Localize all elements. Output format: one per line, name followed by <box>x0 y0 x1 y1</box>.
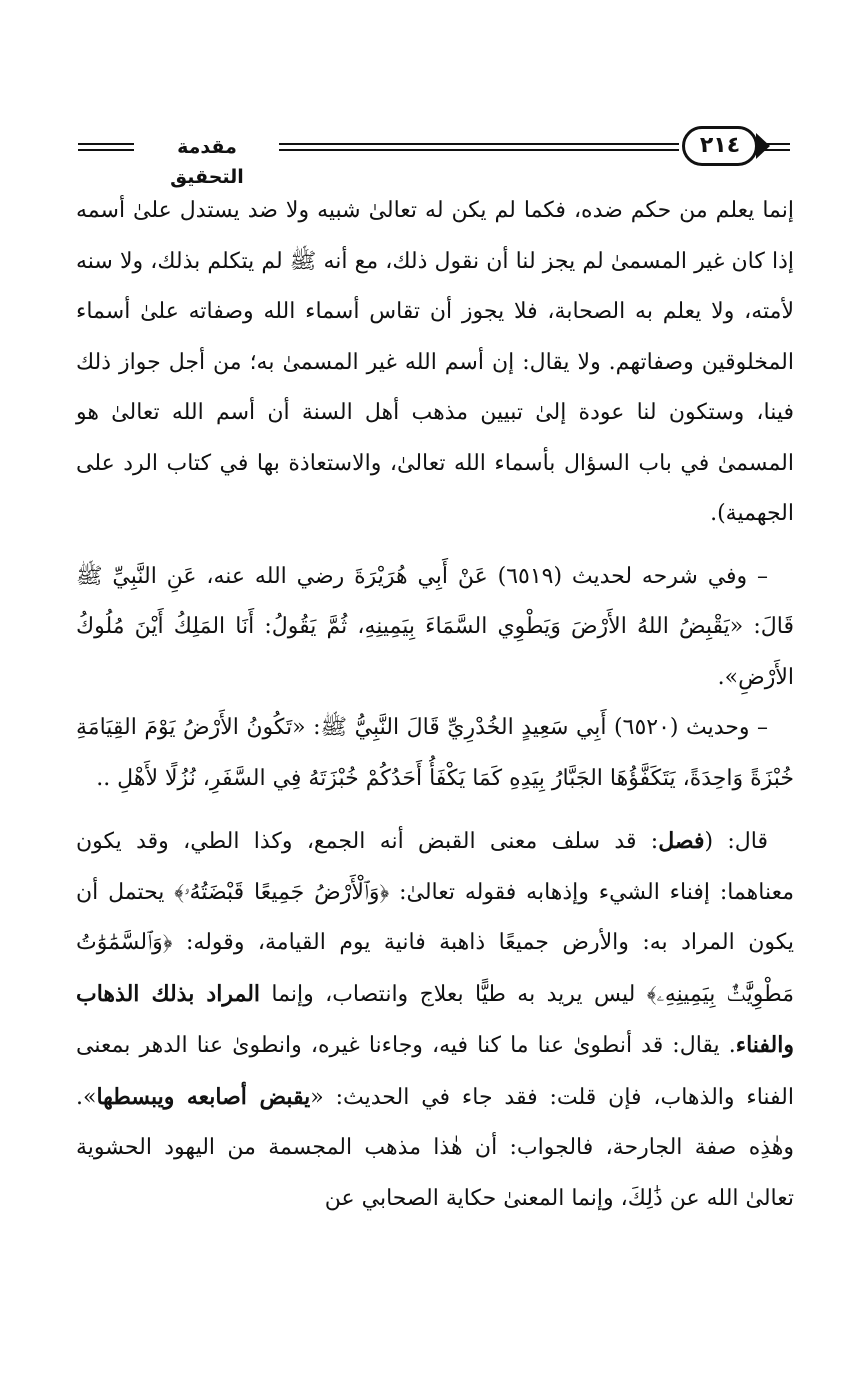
hadith-text: أَبِي سَعِيدٍ الخُدْرِيِّ قَالَ النَّبِيُّ ﷺ: «تَكُونُ الأَرْضُ يَوْمَ القِيَامَةِ خُبْزَةً وَاحِدَةً، يَتَكَفَّؤُهَا الجَبَّارُ بِيَدِهِ كَمَا يَكْفَأُ أَحَدُكُمْ خُبْزَتَهُ فِي السَّفَرِ، نُزُلًا لأَهْلِ .. <box>76 715 794 791</box>
text-segment: : قد سلف معنى القبض أنه الجمع، وكذا الطي، وقد يكون معناهما: إفناء الشيء وإذهابه فقوله تعالىٰ: <box>76 829 794 905</box>
hadith-text: عَنْ أَبِي هُرَيْرَةَ <box>354 563 488 589</box>
bold-phrase: فصل <box>658 828 705 854</box>
text-segment: قال: ( <box>704 829 768 854</box>
header-double-rule-middle <box>279 143 679 151</box>
text-segment: يحتمل أن يكون المراد به: والأرض جميعًا ذاهبة فانية يوم القيامة، وقوله: <box>76 879 794 955</box>
bold-phrase: المراد بذلك الذهاب والفناء <box>76 980 794 1058</box>
text-segment: – وحديث (٦٥٢٠) <box>606 715 768 740</box>
quran-verse: ﴿وَٱلسَّمَٰوَٰتُ مَطْوِيَّٰتٌۢ بِيَمِينِهِۦ﴾ <box>76 930 794 1007</box>
body-text <box>76 186 794 1224</box>
text-segment: رضي الله عنه، <box>196 563 355 589</box>
quran-verse: ﴿وَٱلْأَرْضُ جَمِيعًا قَبْضَتُهُۥ﴾ <box>174 879 390 905</box>
paragraph <box>76 703 794 804</box>
page-number: ٢١٤ <box>682 126 758 166</box>
page-header <box>78 122 790 188</box>
section-title: مقدمة التحقيق <box>170 136 244 188</box>
header-double-rule-left <box>78 143 134 151</box>
paragraph <box>76 816 794 1224</box>
text-segment: – وفي شرحه لحديث (٦٥١٩) <box>487 563 769 589</box>
header-double-rule-right <box>756 143 790 151</box>
text-segment: إنما يعلم من حكم ضده، فكما لم يكن له تعالىٰ شبيه ولا ضد يستدل علىٰ أسمه إذا كان غير المسمىٰ لم يجز لنا أن نقول ذلك، مع أنه ﷺ لم يتكلم بذلك، ولا سنه لأمته، ولا يعلم به الصحابة، فلا يجوز أن تقاس أسماء الله وصفاته علىٰ أسماء المخلوقين وصفاتهم. ولا يقال: إن أسم الله غير المسمىٰ به؛ من أجل جواز ذلك فينا، وستكون لنا عودة إلىٰ تبيين مذهب أهل السنة أن أسم الله تعالىٰ هو المسمىٰ في باب السؤال بأسماء الله تعالىٰ، والاستعاذة بها في كتاب الرد على الجهمية). <box>76 198 794 526</box>
hadith-text: عَنِ النَّبِيِّ ﷺ قَالَ: «يَقْبِضُ اللهُ الأَرْضَ وَيَطْوِي السَّمَاءَ بِيَمِينِهِ، ثُمَّ يَقُولُ: أَنَا المَلِكُ أَيْنَ مُلُوكُ الأَرْضِ». <box>76 563 794 690</box>
text-segment: . يقال: قد أنطوىٰ عنا ما كنا فيه، وجاءنا غيره، وانطوىٰ عنا الدهر بمعنى الفناء والذهاب، فإن قلت: فقد جاء في الحديث: « <box>76 1033 794 1110</box>
paragraph <box>76 552 794 704</box>
bold-phrase: يقبض أصابعه ويبسطها <box>96 1083 311 1110</box>
text-segment: ليس يريد به طيًّا بعلاج وانتصاب، وإنما <box>260 981 647 1007</box>
paragraph <box>76 186 794 540</box>
text-segment: ». وهٰذِه صفة الجارحة، فالجواب: أن هٰذا مذهب المجسمة من اليهود الحشوية تعالىٰ الله عن ذَٰلِكَ، وإنما المعنىٰ حكاية الصحابي عن <box>76 1084 794 1211</box>
